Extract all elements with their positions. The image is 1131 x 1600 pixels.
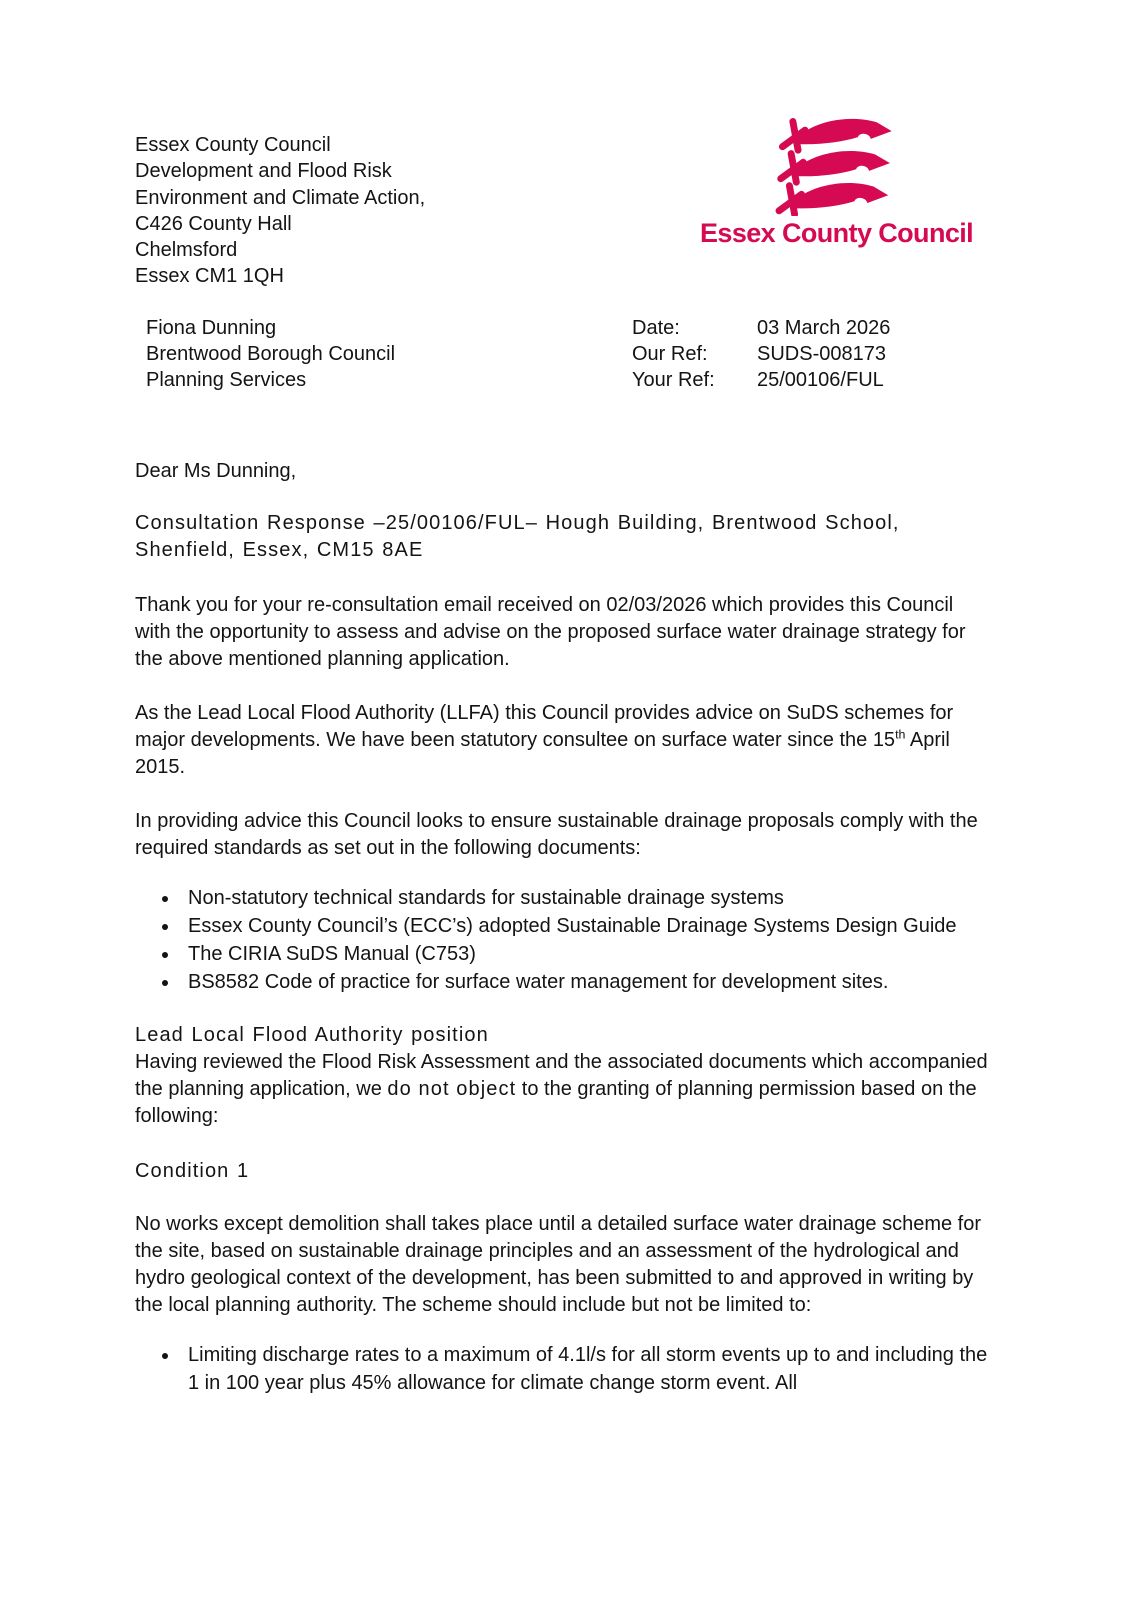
list-item (180, 1341, 993, 1397)
paragraph-llfa (135, 700, 993, 781)
subject-line: Consultation Response –25/00106/FUL– Hough Building, Brentwood School, Shenfield, Essex, CM15 8AE (135, 512, 900, 561)
position-heading: Lead Local Flood Authority position (135, 1024, 489, 1046)
recipient-line: Planning Services (146, 369, 307, 391)
list-item-text: BS8582 Code of practice for surface water management for development sites. (188, 971, 889, 993)
our-ref-label: Our Ref: (632, 343, 708, 365)
sender-line: Essex County Council (135, 134, 331, 156)
logo-text: Essex County Council (700, 218, 974, 248)
your-ref-label: Your Ref: (632, 369, 715, 391)
council-logo (700, 112, 974, 249)
date-label: Date: (632, 317, 680, 339)
our-ref-row (632, 341, 890, 367)
sender-line: Chelmsford (135, 239, 238, 262)
sender-line: Essex CM1 1QH (135, 265, 284, 288)
paragraph-llfa-text: As the Lead Local Flood Authority (LLFA) this Council provides advice on SuDS schemes for major developments. We have been statutory consultee on surface water since the 15 (135, 702, 954, 751)
list-item (180, 940, 993, 968)
our-ref-value: SUDS-008173 (757, 343, 886, 365)
list-item (180, 884, 993, 912)
condition-heading: Condition 1 (135, 1160, 250, 1182)
list-item-text: Essex County Council’s (ECC’s) adopted Sustainable Drainage Systems Design Guide (188, 915, 957, 937)
sender-line: Development and Flood Risk (135, 160, 392, 183)
sender-line: C426 County Hall (135, 212, 292, 235)
paragraph-documents: In providing advice this Council looks to ensure sustainable drainage proposals comply with the required standards as set out in the following documents: (135, 810, 978, 859)
paragraph-position (135, 1049, 993, 1130)
do-not-object-emphasis: do not object (387, 1078, 517, 1100)
list-item (180, 912, 993, 940)
list-item-text: The CIRIA SuDS Manual (C753) (188, 943, 476, 965)
your-ref-row (632, 367, 890, 393)
recipient-address (146, 315, 395, 393)
reference-block (632, 315, 890, 393)
documents-bullet-list (135, 884, 993, 996)
sender-line: Environment and Climate Action, (135, 186, 426, 209)
paragraph-thanks: Thank you for your re-consultation email received on 02/03/2026 which provides this Council with the opportunity to assess and advise on the proposed surface water drainage strategy for the above mentioned planning application. (135, 594, 966, 670)
condition-bullet-list (135, 1341, 993, 1397)
recipient-line: Fiona Dunning (146, 317, 277, 339)
paragraph-position-text: Having reviewed the Flood Risk Assessment and the associated documents which accompanied the planning application, we (135, 1051, 988, 1100)
paragraph-position-text: to the granting of planning permission based on the following: (135, 1078, 977, 1127)
list-item-text: Non-statutory technical standards for sustainable drainage systems (188, 887, 784, 909)
three-seaxes-icon (770, 112, 892, 216)
date-row (632, 315, 890, 341)
paragraph-llfa-text: April 2015. (135, 729, 950, 778)
letter-body (135, 458, 993, 1397)
list-item-text: Limiting discharge rates to a maximum of 4.1l/s for all storm events up to and including the 1 in 100 year plus 45% allowance for climate change storm event. All (188, 1344, 988, 1394)
list-item (180, 968, 993, 996)
ordinal-superscript: th (895, 727, 906, 742)
your-ref-value: 25/00106/FUL (757, 369, 884, 391)
salutation: Dear Ms Dunning, (135, 460, 297, 482)
recipient-line: Brentwood Borough Council (146, 343, 396, 365)
sender-address (135, 132, 425, 290)
paragraph-condition: No works except demolition shall takes place until a detailed surface water drainage scheme for the site, based on sustainable drainage principles and an assessment of the hydrological and hydro geological context of the development, has been submitted to and approved in writing by the local planning authority. The scheme should include but not be limited to: (135, 1213, 981, 1316)
date-value: 03 March 2026 (757, 317, 891, 339)
